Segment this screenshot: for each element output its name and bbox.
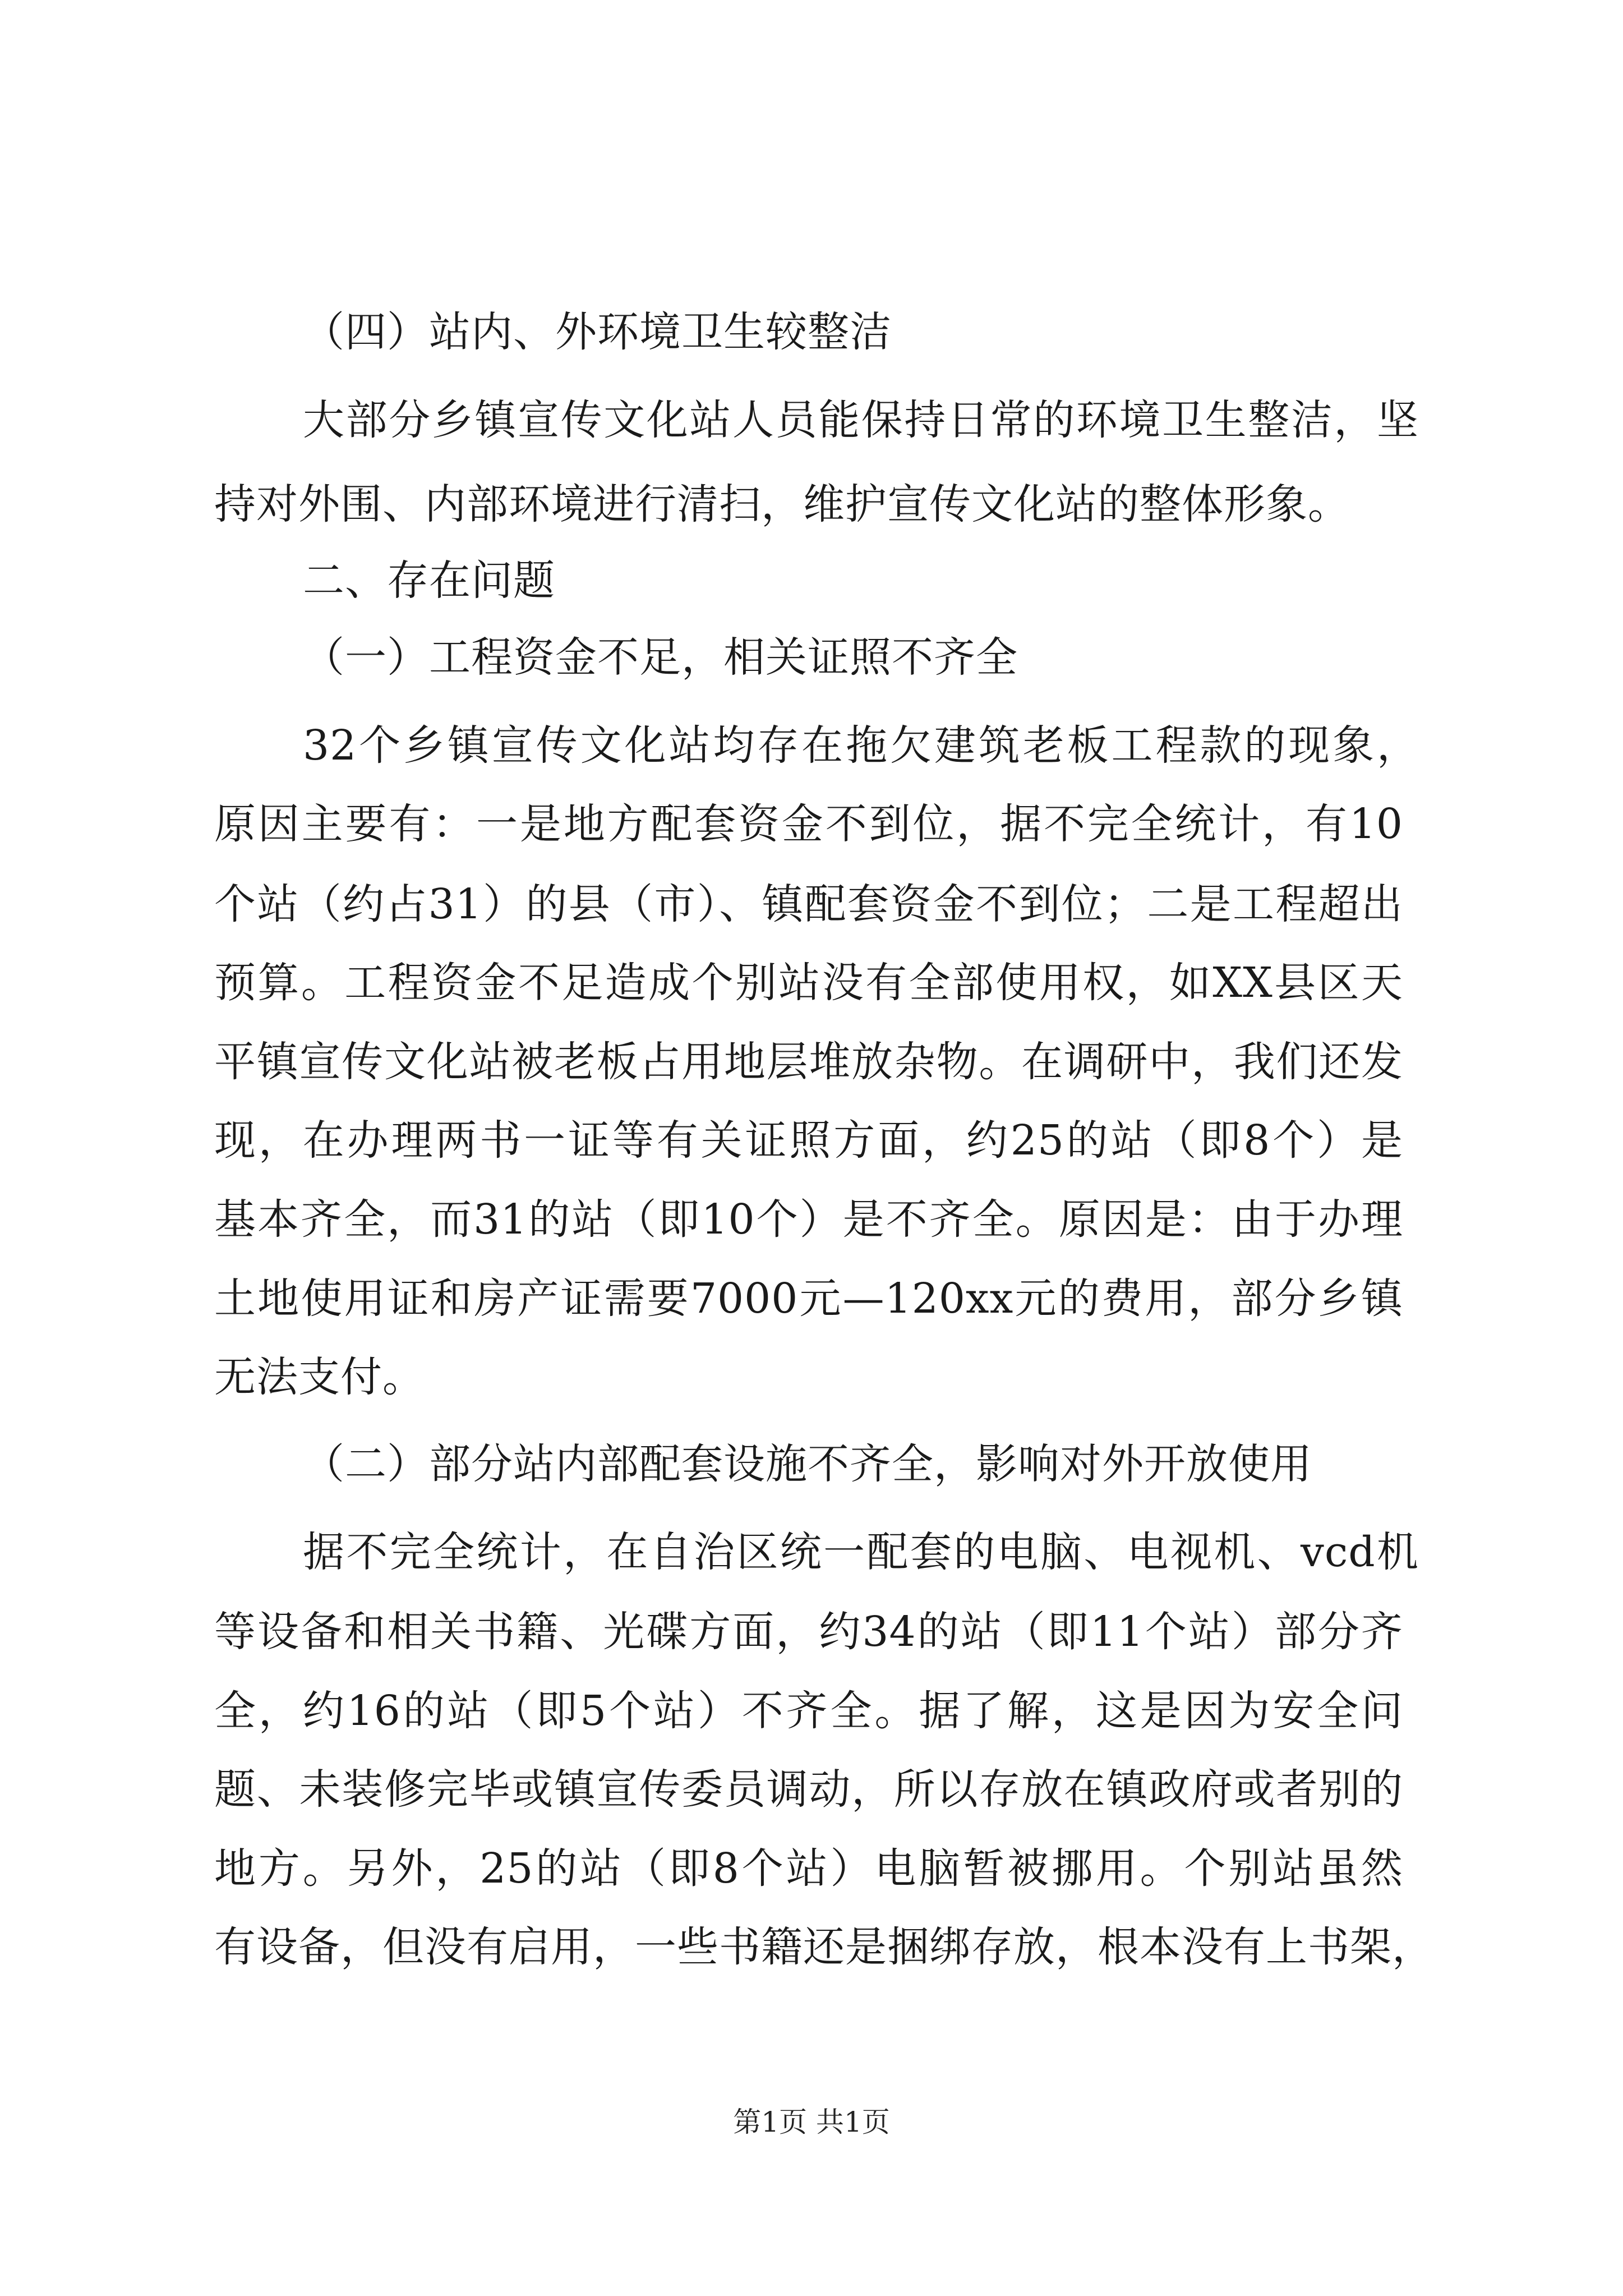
paragraph-line: 无法支付。 (214, 1353, 425, 1401)
section-heading-problems: 二、存在问题 (303, 556, 555, 605)
paragraph-line: 个站（约占31）的县（市）、镇配套资金不到位；二是工程超出 (214, 880, 1403, 928)
paragraph-line: 等设备和相关书籍、光碟方面，约34的站（即11个站）部分齐 (214, 1608, 1403, 1656)
paragraph-line: 持对外围、内部环境进行清扫，维护宣传文化站的整体形象。 (214, 480, 1350, 528)
paragraph-line: 现，在办理两书一证等有关证照方面，约25的站（即8个）是 (214, 1116, 1403, 1165)
paragraph-line: 据不完全统计，在自治区统一配套的电脑、电视机、vcd机 (303, 1528, 1419, 1576)
paragraph-line: 大部分乡镇宣传文化站人员能保持日常的环境卫生整洁，坚 (303, 396, 1419, 444)
section-heading-2: （二）部分站内部配套设施不齐全，影响对外开放使用 (303, 1440, 1312, 1488)
paragraph-line: 基本齐全，而31的站（即10个）是不齐全。原因是：由于办理 (214, 1195, 1403, 1244)
paragraph-line: 地方。另外，25的站（即8个站）电脑暂被挪用。个别站虽然 (214, 1844, 1403, 1893)
paragraph-line: 32个乡镇宣传文化站均存在拖欠建筑老板工程款的现象， (303, 721, 1419, 770)
section-heading-1: （一）工程资金不足，相关证照不齐全 (303, 633, 1018, 682)
paragraph-line: 预算。工程资金不足造成个别站没有全部使用权，如XX县区天 (214, 959, 1403, 1007)
paragraph-line: 原因主要有：一是地方配套资金不到位，据不完全统计，有10 (214, 800, 1403, 848)
paragraph-line: 土地使用证和房产证需要7000元—120xx元的费用，部分乡镇 (214, 1274, 1403, 1323)
paragraph-line: 平镇宣传文化站被老板占用地层堆放杂物。在调研中，我们还发 (214, 1038, 1403, 1086)
page-number-footer: 第1页 共1页 (733, 2106, 890, 2138)
section-heading-4: （四）站内、外环境卫生较整洁 (303, 308, 892, 356)
paragraph-line: 有设备，但没有启用，一些书籍还是捆绑存放，根本没有上书架， (214, 1923, 1434, 1971)
paragraph-line: 题、未装修完毕或镇宣传委员调动，所以存放在镇政府或者别的 (214, 1765, 1403, 1814)
paragraph-line: 全，约16的站（即5个站）不齐全。据了解，这是因为安全问 (214, 1687, 1403, 1735)
